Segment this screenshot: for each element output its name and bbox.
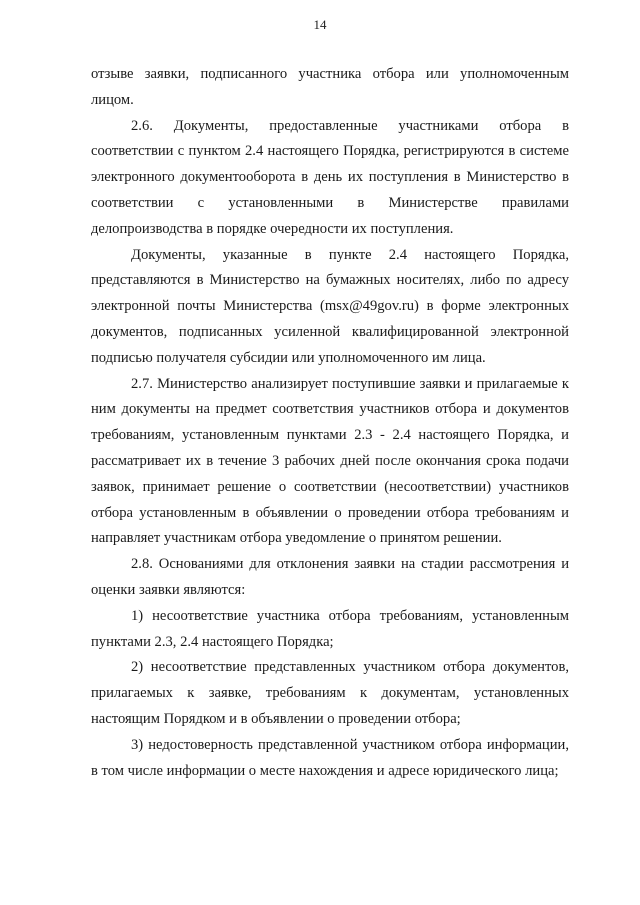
paragraph-2-6: 2.6. Документы, предоставленные участниками отбора в соответствии с пунктом 2.4 настоящего Порядка, регистрируются в системе электронного документооборота в день их поступления в Министерство в соответствии с установленными в Министерстве правилами делопроизводства в порядке очередности их поступления.: [91, 117, 569, 237]
paragraph-2-7: 2.7. Министерство анализирует поступившие заявки и прилагаемые к ним документы на предмет соответствия участников отбора и документов требованиям, установленным пунктами 2.3 - 2.4 настоящего Порядка, и рассматривает их в течение 3 рабочих дней после окончания срока подачи заявок, принимает решение о соответствии (несоответствии) участников отбора установленным в объявлении о проведении отбора требованиям и направляет участникам отбора уведомление о принятом решении.: [91, 375, 569, 547]
page-number: 14: [313, 17, 327, 32]
list-item-2: 2) несоответствие представленных участником отбора документов, прилагаемых к заявке, требованиям к документам, установленных настоящим Порядком и в объявлении о проведении отбора;: [91, 659, 569, 727]
paragraph-documents-submission: Документы, указанные в пункте 2.4 настоящего Порядка, представляются в Министерство на бумажных носителях, либо по адресу электронной почты Министерства (msx@49gov.ru) в форме электронных документов, подписанных усиленной квалифицированной электронной подписью получателя субсидии или уполномоченного им лица.: [91, 246, 569, 366]
document-body: [91, 62, 569, 784]
paragraph-2-8: 2.8. Основаниями для отклонения заявки на стадии рассмотрения и оценки заявки являются:: [91, 556, 569, 598]
paragraph-continuation: отзыве заявки, подписанного участника отбора или уполномоченным лицом.: [91, 66, 569, 108]
list-item-3: 3) недостоверность представленной участником отбора информации, в том числе информации о месте нахождения и адресе юридического лица;: [91, 736, 569, 779]
list-item-1: 1) несоответствие участника отбора требованиям, установленным пунктами 2.3, 2.4 настоящего Порядка;: [91, 607, 569, 650]
